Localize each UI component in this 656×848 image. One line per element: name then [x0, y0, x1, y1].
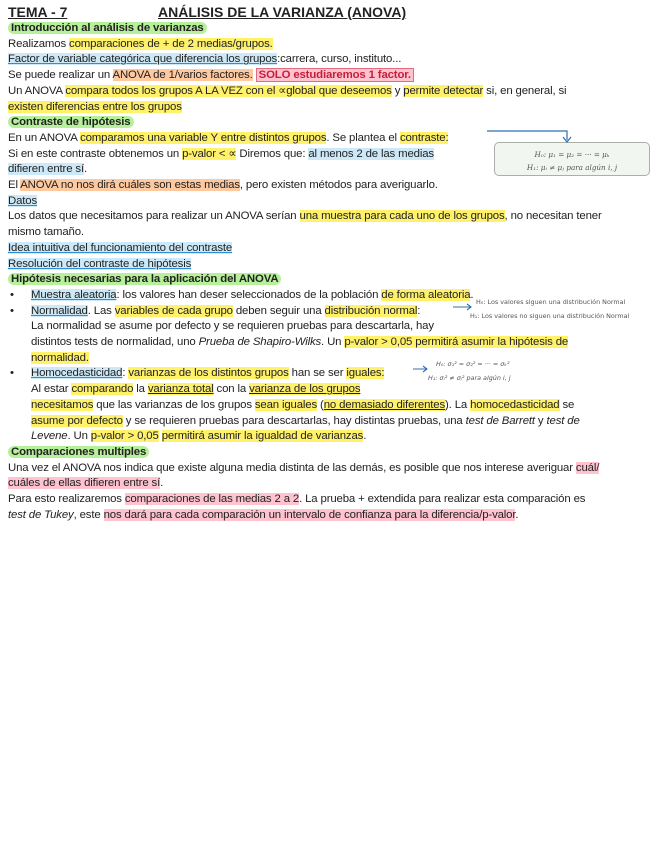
- section-datos-heading: Datos: [8, 194, 38, 207]
- normality-line-3: distintos tests de normalidad, uno Prueba de Shapiro-Wilks. Un p-valor > 0,05 permitirá asumir la hipótesis de: [31, 336, 569, 349]
- homosc-line-3: necesitamos que las varianzas de los grupos sean iguales (no demasiado diferentes). La homocedasticidad se: [31, 398, 575, 411]
- homosc-line-2: Al estar comparando la varianza total con la varianza de los grupos: [31, 383, 361, 396]
- multi-line-2: cuáles de ellas difieren entre sí.: [8, 477, 164, 490]
- intro-line-4: Un ANOVA compara todos los grupos A LA VEZ con el ∝global que deseemos y permite detectar si, en general, si: [8, 84, 567, 97]
- homosc-line-4: asume por defecto y se requieren pruebas para descartarlas, hay distintas pruebas, una test de Barrett y test de: [31, 414, 580, 427]
- anova-h0: H₀: μ₁ = μ₂ = ··· = μₖ: [534, 150, 610, 159]
- homosc-h1-note: H₁: σᵢ² ≠ σⱼ² para algún i, j: [428, 374, 511, 382]
- section-contrast-heading: Contraste de hipótesis: [8, 115, 648, 131]
- intro-line-5: existen diferencias entre los grupos: [8, 100, 182, 113]
- section-intro-heading: Introducción al análisis de varianzas: [8, 21, 648, 37]
- hyp-bullet-random-sample: • Muestra aleatoria: los valores han deser seleccionados de la población de forma aleatoria.: [10, 288, 474, 301]
- homosc-line-5: Levene. Un p-valor > 0,05 permitirá asumir la igualdad de varianzas.: [31, 430, 367, 443]
- multi-line-1: Una vez el ANOVA nos indica que existe alguna media distinta de las demás, es posible que nos interese averiguar cuál/: [8, 461, 600, 474]
- contrast-line-1: En un ANOVA comparamos una variable Y entre distintos grupos. Se plantea el contraste:: [8, 131, 449, 144]
- title-row: [8, 4, 648, 21]
- anova-h1: H₁: μᵢ ≠ μⱼ para algún i, j: [526, 163, 618, 172]
- homosc-h0-note: H₀: σ₁² = σ₂² = ··· = σₖ²: [436, 360, 510, 368]
- section-hypotheses-heading: Hipótesis necesarias para la aplicación del ANOVA: [8, 272, 648, 288]
- normality-line-2: La normalidad se asume por defecto y se requieren pruebas para descartarla, hay: [31, 320, 434, 333]
- datos-line-2: mismo tamaño.: [8, 226, 84, 239]
- contrast-line-4: El ANOVA no nos dirá cuáles son estas medias, pero existen métodos para averiguarlo.: [8, 179, 438, 192]
- multi-line-3: Para esto realizaremos comparaciones de las medias 2 a 2. La prueba + extendida para realizar esta comparación es: [8, 493, 586, 506]
- one-factor-note: SOLO estudiaremos 1 factor.: [256, 68, 414, 82]
- page-title: ANÁLISIS DE LA VARIANZA (ANOVA): [158, 4, 407, 20]
- topic-number: TEMA - 7: [8, 4, 68, 20]
- anova-hypothesis-box: [494, 142, 650, 176]
- normality-h1-note: H₁: Los valores no siguen una distribución Normal: [470, 312, 630, 320]
- normality-arrow-icon: [453, 303, 475, 311]
- intro-line-2: Factor de variable categórica que diferencia los grupos:carrera, curso, instituto...: [8, 53, 402, 66]
- hyp-bullet-normality: • Normalidad. Las variables de cada grupo deben seguir una distribución normal:: [10, 304, 421, 317]
- contrast-arrow-icon: [487, 128, 577, 144]
- contrast-line-3: difieren entre sí.: [8, 163, 87, 176]
- contrast-line-2: Si en este contraste obtenemos un p-valor < ∝ Diremos que: al menos 2 de las medias: [8, 147, 434, 160]
- normality-line-4: normalidad.: [31, 351, 89, 364]
- multi-line-4: test de Tukey, este nos dará para cada comparación un intervalo de confianza para la diferencia/p-valor.: [8, 508, 519, 521]
- intro-line-3: Se puede realizar un ANOVA de 1/varios factores. SOLO estudiaremos 1 factor.: [8, 68, 648, 84]
- intro-line-1: Realizamos comparaciones de + de 2 medias/grupos.: [8, 37, 273, 50]
- datos-line-1: Los datos que necesitamos para realizar un ANOVA serían una muestra para cada uno de los grupos, no necesitan tener: [8, 210, 602, 223]
- link-intuitive-idea[interactable]: Idea intuitiva del funcionamiento del contraste: [8, 241, 233, 254]
- normality-h0-note: H₀: Los valores siguen una distribución Normal: [476, 298, 626, 306]
- link-contrast-resolution[interactable]: Resolución del contraste de hipótesis: [8, 257, 192, 270]
- section-multiple-heading: Comparaciones multiples: [8, 445, 648, 461]
- homosc-arrow-icon: [413, 365, 431, 373]
- hyp-bullet-homoscedasticity: • Homocedasticidad: varianzas de los distintos grupos han se ser iguales:: [10, 367, 385, 380]
